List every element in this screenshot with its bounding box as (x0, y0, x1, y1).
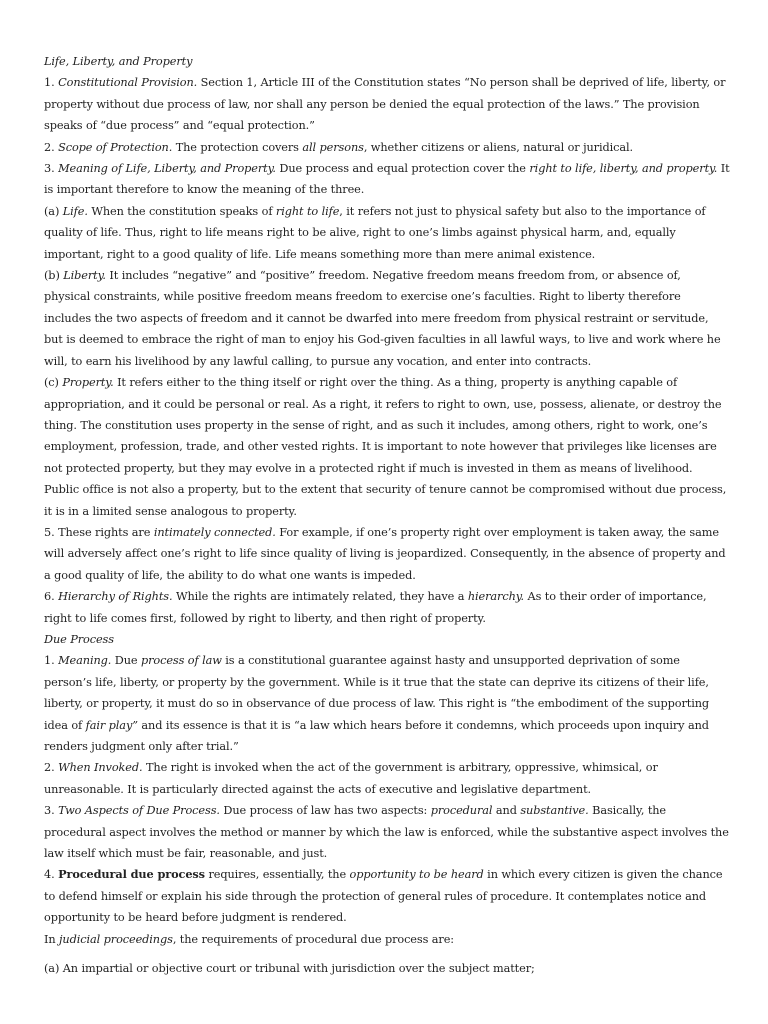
paragraph-hierarchy-of-rights (44, 586, 730, 629)
item-text: Due process and equal protection cover the (275, 162, 530, 176)
item-text: 5. These rights are (44, 525, 154, 539)
emphasis-text: intimately connected. (153, 525, 276, 539)
paragraph-due-process-meaning (44, 650, 730, 757)
emphasis-text: right to life, liberty, and property. (529, 162, 718, 176)
item-number: (b) (44, 269, 64, 283)
emphasis-text: process of law (140, 654, 222, 668)
item-text: and (492, 804, 521, 818)
paragraph-spacer (44, 950, 730, 958)
item-title: Life. (62, 204, 88, 218)
paragraph-liberty (44, 265, 730, 372)
item-text: , whether citizens or aliens, natural or juridical. (363, 140, 633, 154)
item-title: Property. (62, 376, 114, 390)
section-heading-due-process: Due Process (44, 632, 114, 646)
emphasis-text: hierarchy. (467, 590, 525, 604)
item-text: The protection covers (172, 140, 303, 154)
item-title: Meaning. (58, 654, 112, 668)
paragraph-property (44, 372, 730, 522)
paragraph-requirement-a: (a) An impartial or objective court or tribunal with jurisdiction over the subject matter; (44, 962, 535, 976)
paragraph-two-aspects (44, 800, 730, 864)
item-title: Constitutional Provision. (58, 76, 198, 90)
item-number: 4. (44, 868, 59, 882)
item-number: (c) (44, 376, 63, 390)
item-number: 3. (44, 162, 59, 176)
item-text: Section 1, Article III of the Constitution states “No person shall be deprived of life, liberty, or property without due process of law, nor shall any person be denied the equal protection of the laws.” The provision speaks of “due process” and “equal protection.” (44, 76, 726, 133)
paragraph-judicial-proceedings (44, 929, 730, 950)
item-text: It includes “negative” and “positive” freedom. Negative freedom means freedom from, or absence of, physical constraints, while positive freedom means freedom to exercise one’s faculties. Right to liberty therefore includes the two aspects of freedom and it cannot be dwarfed into mere freedom from physical restraint or servitude, but is deemed to embrace the right of man to enjoy his God-given faculties in all lawful ways, to live and work where he will, to earn his livelihood by any lawful calling, to pursue any vocation, and enter into contracts. (44, 269, 721, 368)
item-text: Due (111, 654, 141, 668)
item-title: Meaning of Life, Liberty, and Property. (58, 162, 276, 176)
emphasis-text: fair play” (85, 718, 138, 732)
item-text: In (44, 932, 60, 946)
paragraph-life (44, 201, 730, 265)
paragraph-constitutional-provision (44, 72, 730, 136)
paragraph-scope-of-protection (44, 137, 730, 158)
item-text: , the requirements of procedural due process are: (172, 932, 455, 946)
emphasis-text: procedural (430, 804, 493, 818)
item-title: Scope of Protection. (58, 140, 173, 154)
item-text: Due process of law has two aspects: (219, 804, 431, 818)
item-text: The right is invoked when the act of the government is arbitrary, oppressive, whimsical, or unreasonable. It is particularly directed against the acts of executive and legislative department. (44, 761, 658, 796)
item-number: (a) (44, 204, 63, 218)
emphasis-text: substantive. (520, 804, 589, 818)
emphasis-text: judicial proceedings (59, 932, 173, 946)
item-number: 3. (44, 804, 59, 818)
item-text: , it refers not just to physical safety but also to the importance of quality of life. Thus, right to life means right to be alive, right to one’s limbs against physical harm, and, equally important, right to a good quality of life. Life means something more than mere animal existence. (44, 204, 706, 261)
item-title: When Invoked. (58, 761, 143, 775)
section-heading-life-liberty-property: Life, Liberty, and Property (44, 55, 193, 68)
item-title: Hierarchy of Rights. (58, 590, 173, 604)
item-text: It is important therefore to know the meaning of the three. (44, 162, 730, 197)
item-text: requires, essentially, the (204, 868, 350, 882)
item-number: 2. (44, 140, 59, 154)
item-text: Basically, the procedural aspect involves the method or manner by which the law is enforced, while the substantive aspect involves the law itself which must be fair, reasonable, and just. (44, 804, 729, 861)
paragraph-rights-connected (44, 522, 730, 586)
paragraph-when-invoked (44, 757, 730, 800)
bold-text: Procedural due process (58, 867, 205, 882)
item-text: For example, if one’s property right over employment is taken away, the same will adversely affect one’s right to life since quality of living is jeopardized. Consequently, in the absence of property and a good quality of life, the ability to do what one wants is impeded. (44, 525, 726, 582)
emphasis-text: all persons (302, 140, 364, 154)
item-text: When the constitution speaks of (87, 204, 276, 218)
emphasis-text: right to life (275, 204, 340, 218)
item-number: 2. (44, 761, 59, 775)
item-text: and its essence is that it is “a law which hears before it condemns, which proceeds upon inquiry and renders judgment only after trial.” (44, 718, 709, 753)
item-text: As to their order of importance, right to life comes first, followed by right to liberty, and then right of property. (44, 590, 707, 625)
item-text: It refers either to the thing itself or right over the thing. As a thing, property is anything capable of appropriation, and it could be personal or real. As a right, it refers to right to own, use, possess, alienate, or destroy the thing. The constitution uses property in the sense of right, and as such it includes, among others, right to work, one’s employment, profession, trade, and other vested rights. It is important to note however that privileges like licenses are not protected property, but they may evolve in a protected right if much is invested in them as means of livelihood. Public office is not also a property, but to the extent that security of tenure cannot be compromised without due process, it is in a limited sense analogous to property. (44, 376, 727, 518)
item-title: Liberty. (63, 269, 106, 283)
item-number: 1. (44, 654, 59, 668)
paragraph-procedural-due-process (44, 864, 730, 928)
item-number: 6. (44, 590, 59, 604)
item-title: Two Aspects of Due Process. (58, 804, 220, 818)
item-number: 1. (44, 76, 59, 90)
item-text: While the rights are intimately related, they have a (172, 590, 468, 604)
paragraph-meaning-of-rights (44, 158, 730, 201)
item-text: in which every citizen is given the chance to defend himself or explain his side through the protection of general rules of procedure. It contemplates notice and opportunity to be heard before judgment is rendered. (44, 868, 723, 925)
emphasis-text: opportunity to be heard (349, 868, 484, 882)
document-page (44, 51, 730, 979)
item-text: is a constitutional guarantee against hasty and unsupported deprivation of some person’s life, liberty, or property by the government. While is it true that the state can deprive its citizens of their life, liberty, or property, it must do so in observance of due process of law. This right is “the embodiment of the supporting idea of (44, 654, 710, 732)
